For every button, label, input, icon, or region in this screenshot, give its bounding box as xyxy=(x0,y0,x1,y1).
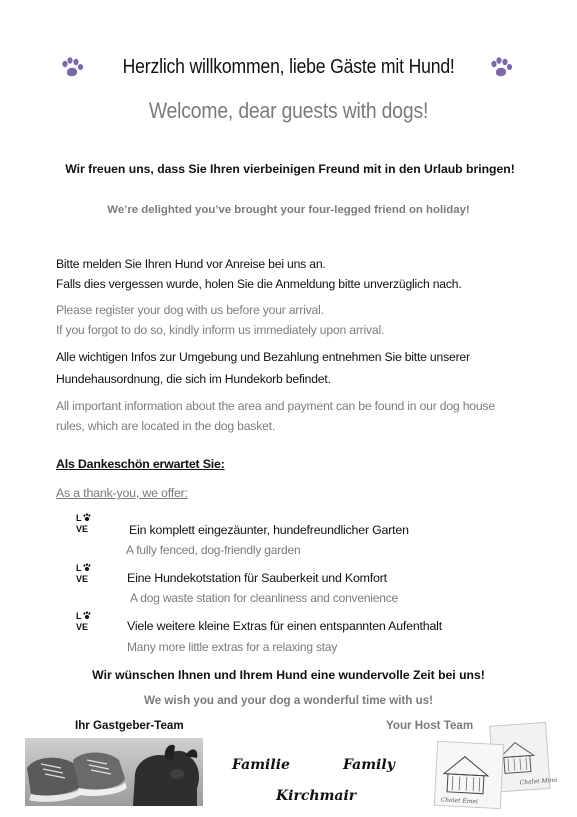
title-row xyxy=(0,56,577,79)
intro-de: Wir freuen uns, dass Sie Ihren vierbeinigen Freund mit in den Urlaub bringen! xyxy=(65,162,515,176)
svg-text:L: L xyxy=(76,563,82,573)
paw-print-icon xyxy=(490,57,516,79)
info-de-line: Hundehausordnung, die sich im Hundekorb befindet. xyxy=(56,372,331,386)
chalet-sketches xyxy=(430,719,558,811)
love-paw-icon xyxy=(76,513,96,535)
signature-familie: Familie xyxy=(232,757,290,773)
intro-en: We’re delighted you’ve brought your four-legged friend on holiday! xyxy=(107,204,470,216)
registration-en-line: Please register your dog with us before your arrival. xyxy=(56,303,324,317)
page-title: Herzlich willkommen, liebe Gäste mit Hund! xyxy=(122,56,455,78)
svg-text:Chalet Emei: Chalet Emei xyxy=(440,796,479,806)
love-paw-icon xyxy=(76,563,96,585)
host-team-de: Ihr Gastgeber-Team xyxy=(75,719,184,732)
info-de-line: Alle wichtigen Infos zur Umgebung und Bezahlung entnehmen Sie bitte unserer xyxy=(56,350,470,364)
offer-item-en: A dog waste station for cleanliness and convenience xyxy=(130,591,398,605)
offer-item-en: A fully fenced, dog-friendly garden xyxy=(126,543,301,557)
offer-item-de: Eine Hundekotstation für Sauberkeit und Komfort xyxy=(127,571,387,585)
offer-item-de: Viele weitere kleine Extras für einen entspannten Aufenthalt xyxy=(127,619,442,633)
signature-family: Family xyxy=(343,757,395,773)
paw-print-icon xyxy=(61,57,87,79)
svg-text:Chalet Mimi: Chalet Mimi xyxy=(519,776,558,787)
thanks-heading-de: Als Dankeschön erwartet Sie: xyxy=(56,457,225,471)
closing-de: Wir wünschen Ihnen und Ihrem Hund eine wundervolle Zeit bei uns! xyxy=(92,668,485,682)
registration-de-line: Bitte melden Sie Ihren Hund vor Anreise bei uns an. xyxy=(56,257,326,271)
info-en-line: All important information about the area and payment can be found in our dog house xyxy=(56,399,495,413)
svg-text:L: L xyxy=(76,513,82,523)
closing-en: We wish you and your dog a wonderful time with us! xyxy=(143,694,433,707)
svg-text:L: L xyxy=(76,611,82,621)
signature-name: Kirchmair xyxy=(276,788,357,804)
svg-text:VE: VE xyxy=(76,524,89,534)
host-team-en: Your Host Team xyxy=(386,719,474,732)
offer-item-de: Ein komplett eingezäunter, hundefreundlicher Garten xyxy=(129,523,409,537)
dog-and-shoes-photo xyxy=(25,738,203,806)
info-en-line: rules, which are located in the dog basket. xyxy=(56,419,276,433)
page-subtitle: Welcome, dear guests with dogs! xyxy=(148,98,429,123)
registration-en-line: If you forgot to do so, kindly inform us immediately upon arrival. xyxy=(56,323,385,337)
love-paw-icon xyxy=(76,611,96,633)
svg-text:VE: VE xyxy=(76,574,89,584)
registration-de-line: Falls dies vergessen wurde, holen Sie die Anmeldung bitte unverzüglich nach. xyxy=(56,277,462,291)
thanks-heading-en: As a thank-you, we offer: xyxy=(56,486,188,500)
offer-item-en: Many more little extras for a relaxing stay xyxy=(127,640,338,654)
svg-text:VE: VE xyxy=(76,622,89,632)
